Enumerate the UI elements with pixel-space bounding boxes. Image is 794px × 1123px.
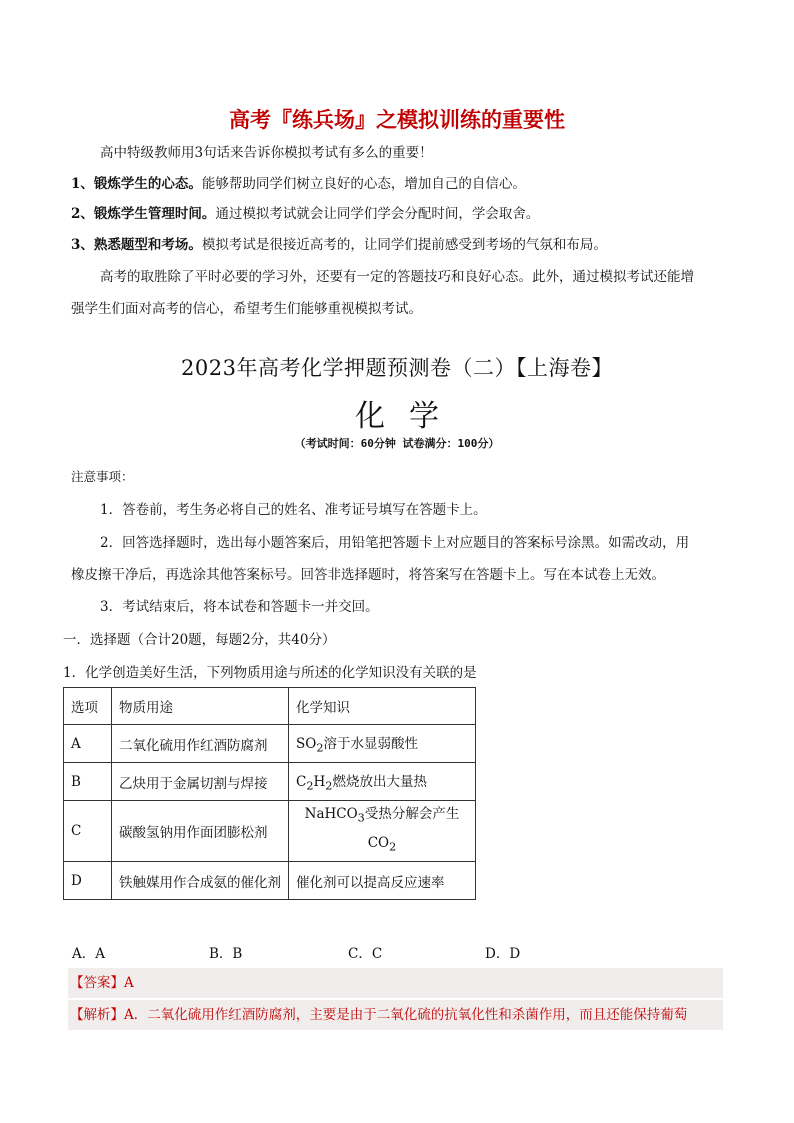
- formula-subscript: 3: [357, 812, 365, 825]
- promo-point-1-head: 1、锻炼学生的心态。: [71, 176, 202, 192]
- options-table: [63, 687, 476, 900]
- notes-item-2-line-2: 橡皮擦干净后，再选涂其他答案标号。回答非选择题时，将答案写在答题卡上。写在本试卷上无效。: [71, 567, 665, 583]
- formula-text: H: [313, 774, 326, 791]
- notes-item-2-line-1: 2．回答选择题时，选出每小题答案后，用铅笔把答题卡上对应题目的答案标号涂黑。如需改动，用: [100, 535, 690, 551]
- table-cell-knowledge: 催化剂可以提高反应速率: [289, 862, 476, 900]
- promo-point-3-text: 模拟考试是很接近高考的，让同学们提前感受到考场的气氛和布局。: [201, 237, 607, 253]
- promo-point-1-text: 能够帮助同学们树立良好的心态，增加自己的自信心。: [201, 176, 526, 192]
- knowledge-text: 燃烧放出大量热: [332, 774, 427, 791]
- promo-point-2: [71, 204, 539, 224]
- table-cell-option: B: [64, 763, 112, 801]
- table-row: [64, 725, 476, 763]
- promo-point-1: [71, 174, 526, 194]
- promo-point-3: [71, 235, 607, 255]
- formula-text: SO: [296, 736, 317, 753]
- promo-closing-line-2: 强学生们面对高考的信心，希望考生们能够重视模拟考试。: [71, 301, 422, 317]
- analysis-box: [68, 1000, 723, 1030]
- table-cell-knowledge: [289, 801, 476, 862]
- table-header-cell: 选项: [64, 688, 112, 725]
- knowledge-line: [296, 802, 468, 859]
- table-cell-option: D: [64, 862, 112, 900]
- table-header-row: [64, 688, 476, 725]
- table-row: [64, 862, 476, 900]
- table-cell-use: 铁触媒用作合成氨的催化剂: [112, 862, 289, 900]
- formula-text: CO: [367, 835, 390, 851]
- choice-a: A．A: [72, 946, 105, 962]
- notes-heading: 注意事项：: [71, 469, 134, 484]
- formula-subscript: 2: [325, 779, 333, 793]
- exam-title: 2023年高考化学押题预测卷（二）【上海卷】: [181, 356, 613, 380]
- knowledge-text: 受热分解会产生: [364, 806, 460, 823]
- table-cell-use: 碳酸氢钠用作面团膨松剂: [112, 801, 289, 862]
- table-row: [64, 801, 476, 862]
- analysis-text: A．二氧化硫用作红酒防腐剂，主要是由于二氧化硫的抗氧化性和杀菌作用，而且还能保持葡萄: [124, 1007, 688, 1023]
- answer-label: 【答案】: [70, 975, 124, 991]
- answer-value: A: [124, 975, 134, 991]
- section-heading: 一．选择题（合计20题，每题2分，共40分）: [63, 632, 336, 648]
- answer-box: [68, 968, 723, 998]
- table-cell-knowledge: [289, 725, 476, 763]
- choice-b: B．B: [209, 946, 243, 962]
- promo-point-3-head: 3、熟悉题型和考场。: [71, 237, 202, 253]
- table-header-cell: 化学知识: [289, 688, 476, 725]
- table-cell-option: C: [64, 801, 112, 862]
- analysis-label: 【解析】: [70, 1007, 124, 1023]
- table-cell-knowledge: [289, 763, 476, 801]
- promo-title: 高考『练兵场』之模拟训练的重要性: [229, 108, 565, 132]
- notes-item-1: 1．答卷前，考生务必将自己的姓名、准考证号填写在答题卡上。: [100, 502, 487, 518]
- table-row: [64, 763, 476, 801]
- promo-point-2-text: 通过模拟考试就会让同学们学会分配时间，学会取舍。: [215, 206, 540, 222]
- notes-item-3: 3．考试结束后，将本试卷和答题卡一并交回。: [100, 599, 379, 615]
- promo-intro: 高中特级教师用3句话来告诉你模拟考试有多么的重要！: [100, 145, 433, 161]
- exam-subject: 化学: [355, 399, 463, 434]
- formula-subscript: 2: [306, 779, 314, 793]
- promo-point-2-head: 2、锻炼学生管理时间。: [71, 206, 216, 222]
- promo-closing-line-1: 高考的取胜除了平时必要的学习外，还要有一定的答题技巧和良好心态。此外，通过模拟考试还能增: [100, 269, 694, 285]
- choice-c: C．C: [348, 946, 383, 962]
- formula-text: C: [296, 774, 307, 791]
- knowledge-text: 溶于水显弱酸性: [323, 736, 418, 753]
- table-cell-option: A: [64, 725, 112, 763]
- table-cell-use: 二氧化硫用作红酒防腐剂: [112, 725, 289, 763]
- formula-text: NaHCO: [304, 806, 358, 823]
- table-cell-use: 乙炔用于金属切割与焊接: [112, 763, 289, 801]
- formula-subscript: 2: [316, 741, 324, 755]
- choice-d: D．D: [485, 946, 521, 962]
- table-header-cell: 物质用途: [112, 688, 289, 725]
- formula-subscript: 2: [389, 840, 397, 854]
- question-1-stem: 1．化学创造美好生活，下列物质用途与所述的化学知识没有关联的是: [63, 665, 477, 681]
- exam-time-info: （考试时间：60分钟 试卷满分：100分）: [294, 437, 500, 450]
